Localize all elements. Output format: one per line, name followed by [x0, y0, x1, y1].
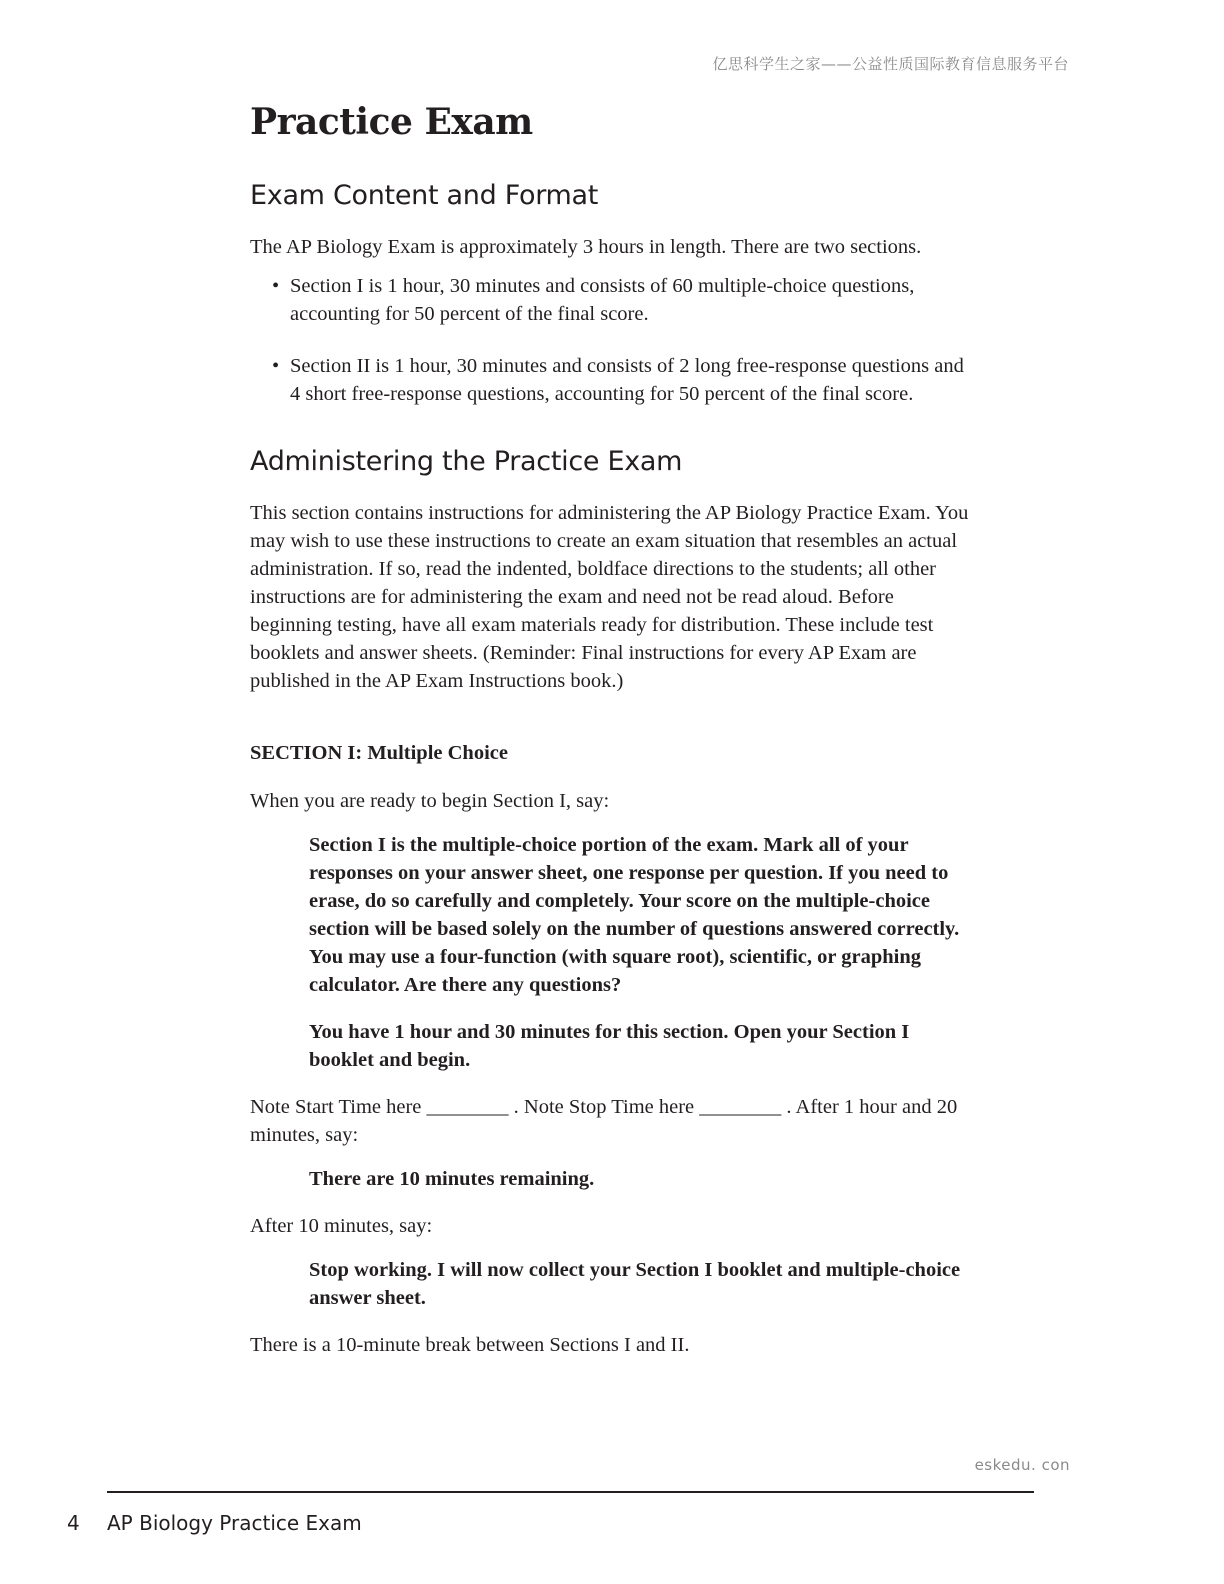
administering-heading: Administering the Practice Exam	[250, 446, 683, 477]
exam-intro-text: The AP Biology Exam is approximately 3 hours in length. There are two sections.	[250, 236, 922, 258]
read-aloud-directions: There are 10 minutes remaining.	[309, 1168, 595, 1190]
watermark-bottom: eskedu. con	[974, 1456, 1070, 1474]
say-instruction: After 10 minutes, say:	[250, 1215, 433, 1237]
administering-paragraph: This section contains instructions for administering the AP Biology Practice Exam. You may wish to use these instructions to create an exam situation that resembles an actual administration. If so, read the indented, boldface directions to the students; all other instructions are for administering the exam and need not be read aloud. Before beginning testing, have all exam materials ready for distribution. These include test booklets and answer sheets. (Reminder: Final instructions for every AP Exam are published in the AP Exam Instructions book.)	[250, 502, 969, 692]
watermark-top: 亿思科学生之家——公益性质国际教育信息服务平台	[712, 55, 1069, 73]
read-aloud-directions: Section I is the multiple-choice portion of the exam. Mark all of your responses on your answer sheet, one response per question. If you need to erase, do so carefully and completely. Your score on the multiple-choice section will be based solely on the number of questions answered correctly. You may use a four-function (with square root), scientific, or graphing calculator. Are there any questions?	[309, 834, 960, 996]
read-aloud-directions: Stop working. I will now collect your Section I booklet and multiple-choice answer sheet.	[309, 1259, 961, 1309]
section-1-heading: SECTION I: Multiple Choice	[250, 742, 508, 764]
say-instruction: When you are ready to begin Section I, say:	[250, 790, 610, 812]
page-title: Practice Exam	[250, 101, 533, 143]
list-item: • Section I is 1 hour, 30 minutes and consists of 60 multiple-choice questions, accounting for 50 percent of the final score.	[250, 272, 970, 328]
page-content	[250, 96, 970, 1359]
footer-title: AP Biology Practice Exam	[107, 1511, 362, 1535]
page-number: 4	[67, 1511, 80, 1535]
read-aloud-directions: You have 1 hour and 30 minutes for this section. Open your Section I booklet and begin.	[309, 1021, 910, 1071]
exam-sections-list	[250, 272, 970, 408]
list-item: • Section II is 1 hour, 30 minutes and consists of 2 long free-response questions and 4 short free-response questions, accounting for 50 percent of the final score.	[250, 352, 970, 408]
timing-note: Note Start Time here ________ . Note Stop Time here ________ . After 1 hour and 20 minutes, say:	[250, 1096, 958, 1146]
footer-divider	[107, 1491, 1034, 1493]
break-note: There is a 10-minute break between Sections I and II.	[250, 1334, 690, 1356]
exam-content-heading: Exam Content and Format	[250, 180, 599, 211]
